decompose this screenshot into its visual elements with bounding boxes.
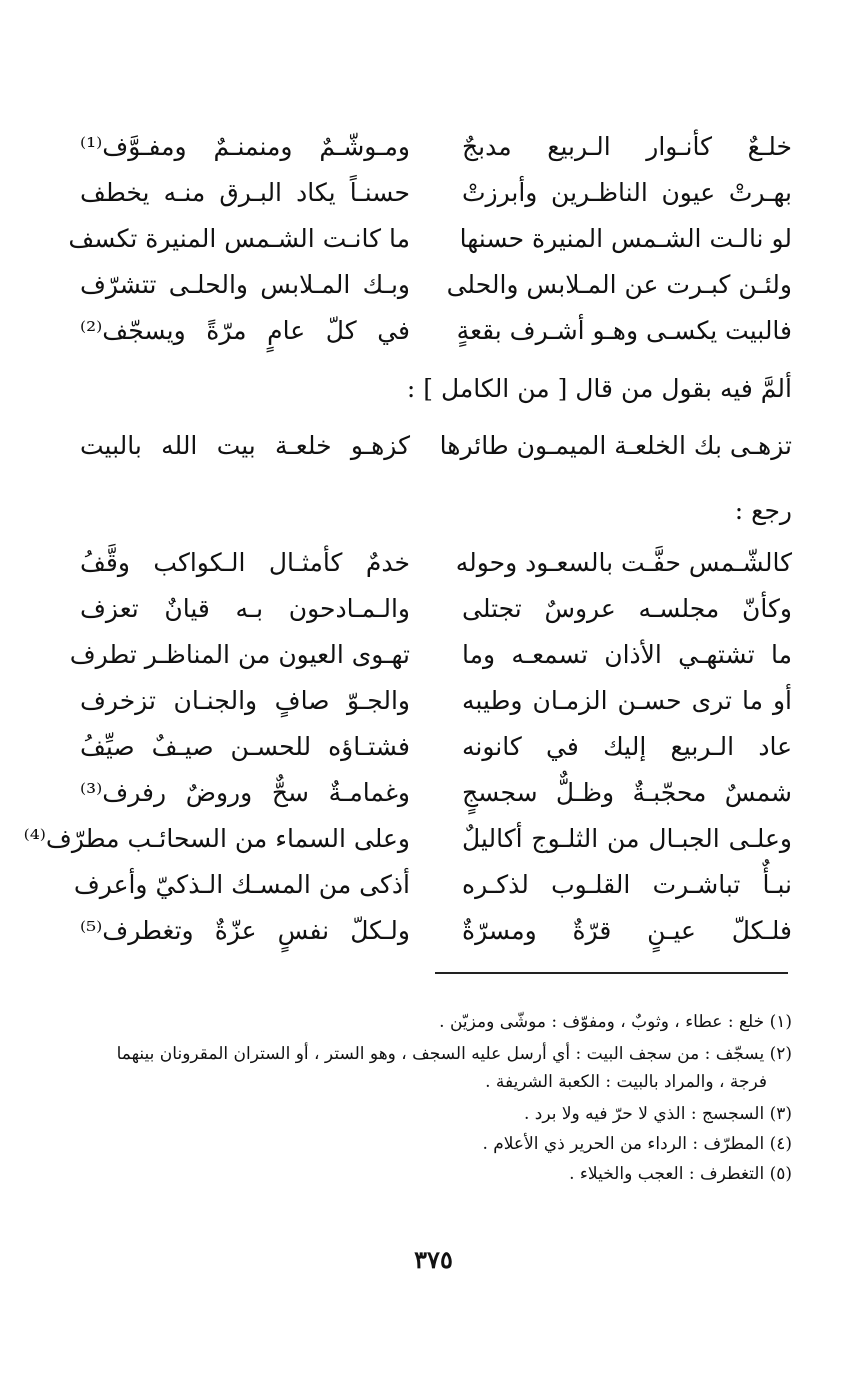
first-hemistich: أو ما ترى حسـن الزمـان وطيبه (462, 686, 792, 715)
second-hemistich: أذكى من المسـك الـذكيّ وأعرف (73, 870, 410, 899)
second-hemistich: فشتـاؤه للحسـن صيـفٌ صيِّفُ (80, 732, 410, 761)
second-hemistich: حسنـاً يكاد البـرق منـه يخطف (80, 178, 410, 207)
footnote: (١) خلع : عطاء ، وثوبٌ ، ومفوّف : موشّى ومزيّن . (439, 1012, 792, 1032)
first-hemistich: فلـكلّ عيـنٍ قرّةٌ ومسرّةٌ (462, 916, 792, 945)
verse (80, 770, 792, 816)
second-hemistich: وبـك المـلابس والحلـى تتشرّف (80, 270, 410, 299)
first-hemistich: بهـرتْ عيون الناظـرين وأبرزتْ (462, 178, 792, 207)
first-hemistich: شمسٌ محجّبـةٌ وظـلٌّ سجسجٍ (462, 778, 792, 807)
second-hemistich: والـمـادحون بـه قيانٌ تعزف (80, 594, 410, 623)
footnote: (٤) المطرّف : الرداء من الحرير ذي الأعلام . (482, 1134, 792, 1154)
verse (80, 308, 792, 354)
first-hemistich: وعلـى الجبـال من الثلـوج أكاليلٌ (462, 824, 792, 853)
verse (73, 862, 792, 908)
first-hemistich: ما تشتهـي الأذان تسمعـه وما (462, 640, 792, 669)
second-hemistich: ومـوشّـمٌ ومنمنـمٌ ومفـوَّف⁽¹⁾ (80, 132, 410, 161)
intro-line: رجع : (734, 496, 792, 525)
second-hemistich: كزهـو خلعـة بيت الله بالبيت (80, 431, 410, 460)
second-hemistich: تهـوى العيون من المناظـر تطرف (69, 640, 410, 669)
page-number: ٣٧٥ (414, 1245, 453, 1274)
verse (80, 124, 792, 170)
verse (80, 586, 792, 632)
footnote: (٥) التغطرف : العجب والخيلاء . (569, 1164, 792, 1184)
first-hemistich: كالشّـمس حفَّـت بالسعـود وحوله (455, 548, 792, 577)
verse (80, 678, 792, 724)
first-hemistich: نبـأٌ تباشـرت القلـوب لذكـره (462, 870, 792, 899)
verse (80, 908, 792, 954)
verse (69, 632, 792, 678)
footnote: (٣) السجسج : الذي لا حرّ فيه ولا برد . (523, 1104, 792, 1124)
second-hemistich: ما كانـت الشـمس المنيرة تكسف (68, 224, 410, 253)
second-hemistich: في كلّ عامٍ مرّةً ويسجّف⁽²⁾ (80, 316, 410, 345)
second-hemistich: خدمٌ كأمثـال الـكواكب وقَّفُ (80, 548, 410, 577)
first-hemistich: ولئـن كبـرت عن المـلابس والحلى (446, 270, 792, 299)
verse (23, 816, 792, 862)
verse (80, 262, 792, 308)
verse (80, 170, 792, 216)
verse (80, 423, 792, 469)
verse (68, 216, 792, 262)
second-hemistich: والجـوّ صافٍ والجنـان تزخرف (80, 686, 410, 715)
verse (80, 724, 792, 770)
footnote-separator (435, 972, 788, 974)
first-hemistich: لو نالـت الشـمس المنيرة حسنها (459, 224, 792, 253)
first-hemistich: عاد الـربيع إليك في كانونه (462, 732, 792, 761)
first-hemistich: خلـعٌ كأنـوار الـربيع مدبجٌ (462, 132, 792, 161)
verse (80, 540, 792, 586)
second-hemistich: وعلى السماء من السحائـب مطرّف⁽⁴⁾ (23, 824, 410, 853)
footnote: (٢) يسجّف : من سجف البيت : أي أرسل عليه السجف ، وهو الستر ، أو الستران المقرونان بينهما (116, 1044, 792, 1064)
footnote-continuation: فرجة ، والمراد بالبيت : الكعبة الشريفة . (485, 1072, 767, 1092)
first-hemistich: تزهـى بك الخلعـة الميمـون طائرها (439, 431, 792, 460)
first-hemistich: فالبيت يكسـى وهـو أشـرف بقعةٍ (456, 316, 792, 345)
intro-line: ألمَّ فيه بقول من قال [ من الكامل ] : (406, 374, 792, 403)
first-hemistich: وكأنّ مجلسـه عروسٌ تجتلى (462, 594, 792, 623)
second-hemistich: ولـكلّ نفسٍ عزّةٌ وتغطرف⁽⁵⁾ (80, 916, 410, 945)
second-hemistich: وغمامـةٌ سحٌّ وروضٌ رفرف⁽³⁾ (80, 778, 410, 807)
